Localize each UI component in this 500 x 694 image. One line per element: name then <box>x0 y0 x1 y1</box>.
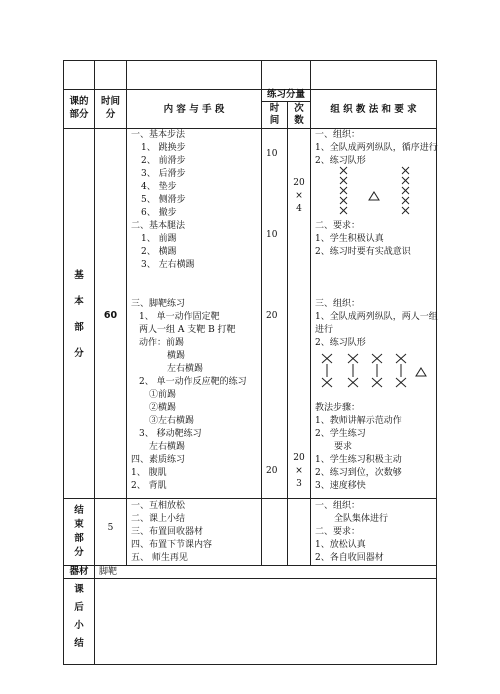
player-marker-x <box>402 187 409 194</box>
player-marker-x <box>348 354 358 363</box>
summary-notes-area[interactable] <box>95 579 436 664</box>
player-marker-x <box>396 354 406 363</box>
header-practice: 练习分量 <box>266 89 305 100</box>
player-marker-x <box>402 207 409 214</box>
equipment-value: 脚靶 <box>99 567 118 577</box>
header-practice-time: 时间 <box>269 103 280 126</box>
player-marker-x <box>322 354 332 363</box>
player-marker-x <box>396 378 406 387</box>
header-practice-count: 次数 <box>294 103 304 126</box>
player-marker-x <box>340 177 347 184</box>
header-content: 内 容 与 手 段 <box>163 104 225 115</box>
player-marker-x <box>340 187 347 194</box>
player-marker-x <box>402 167 409 174</box>
player-marker-x <box>372 354 382 363</box>
teacher-triangle-icon <box>416 368 426 376</box>
player-marker-x <box>322 378 332 387</box>
header-part: 课的部分 <box>69 96 89 120</box>
player-marker-x <box>340 207 347 214</box>
player-marker-x <box>340 197 347 204</box>
player-marker-x <box>348 378 358 387</box>
formation-diagram-pairs <box>320 352 432 390</box>
ending-time-value: 5 <box>107 523 114 533</box>
teacher-triangle-icon <box>369 192 379 200</box>
header-method: 组 织 教 法 和 要 求 <box>330 104 417 115</box>
player-marker-x <box>340 167 347 174</box>
basic-time-value: 60 <box>103 310 118 321</box>
header-time: 时间分 <box>100 96 120 120</box>
player-marker-x <box>372 378 382 387</box>
player-marker-x <box>402 197 409 204</box>
formation-diagram-columns <box>338 166 418 218</box>
equipment-label: 器材 <box>69 566 89 577</box>
player-marker-x <box>402 177 409 184</box>
